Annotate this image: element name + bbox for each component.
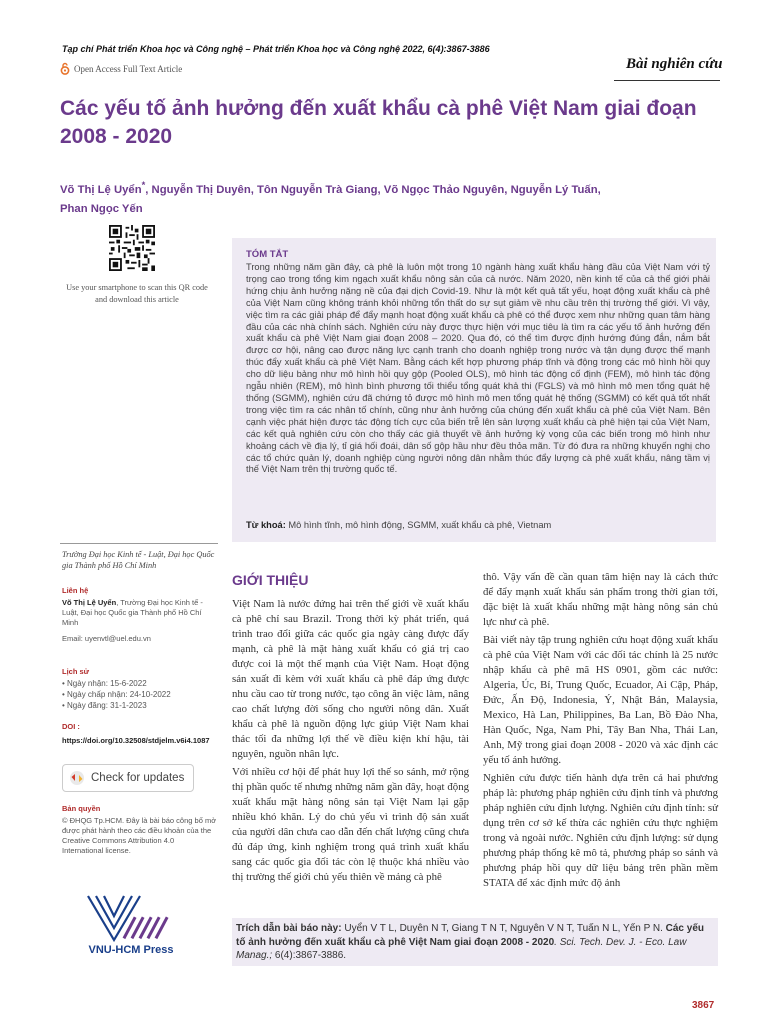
citation-authors: Uyển V T L, Duyên N T, Giang T N T, Nguyên V N T, Tuấn N L, Yến P N. bbox=[341, 923, 666, 934]
contact-details bbox=[62, 598, 217, 628]
citation-text bbox=[236, 922, 714, 963]
history-section bbox=[62, 667, 217, 711]
corresponding-author[interactable]: Võ Thị Lệ Uyển bbox=[60, 183, 142, 196]
citation-volume: 6(4):3867-3886. bbox=[272, 950, 347, 961]
paragraph: Bài viết này tập trung nghiên cứu hoạt động xuất khẩu cà phê của Việt Nam với các đối tác chính là 25 nước nhập khẩu cà phê mã HS 0901, gồm các nước: Algeria, Úc, Bỉ, Trung Quốc, Ecuador, Ai Cập, Pháp, Đức, Ấn Độ, Indonesia, Ý, Nhật Bản, Malaysia, Mexico, Hà Lan, Philippines, Ba Lan, Bồ Đào Nha, Hàn Quốc, Nga, Nam Phi, Tây Ban Nha, Thái Lan, Anh, Mỹ trong giai đoạn 2008 - 2020 và xác định các yếu tố ảnh hưởng. bbox=[483, 634, 718, 766]
author-affiliation: Trường Đại học Kinh tế - Luật, Đại học Quốc gia Thành phố Hồ Chí Minh bbox=[62, 550, 215, 570]
last-author: Phan Ngọc Yến bbox=[60, 202, 143, 215]
corresponding-mark: * bbox=[141, 179, 146, 190]
author-list bbox=[60, 175, 700, 219]
copyright-heading: Bản quyền bbox=[62, 804, 101, 813]
doi-link[interactable]: https://doi.org/10.32508/stdjelm.v6i4.1087 bbox=[62, 736, 210, 745]
keywords-list: Mô hình tĩnh, mô hình động, SGMM, xuất khẩu cà phê, Vietnam bbox=[288, 520, 552, 530]
contact-affiliation: , Trường Đại học Kinh tế - Luật, Đại học Quốc gia Thành phố Hồ Chí Minh bbox=[62, 598, 203, 627]
citation-journal: . Sci. Tech. Dev. J. - Eco. Law Manag.; bbox=[236, 936, 687, 961]
abstract-body: Trong những năm gần đây, cà phê là luôn một trong 10 ngành hàng xuất khẩu hàng đầu của Việt Nam với tỷ trọng cao trong tổng kim ngạch xuất khẩu nông sản của cả nước. Năm 2020, nền kinh tế của cả thế giới phải hứng chịu ảnh hưởng nặng nề của đại dịch Covid-19. Như là một kết quả tất yếu, hoạt động xuất khẩu cà phê của Việt Nam cũng không tránh khỏi những tổn thất do sự sụt giảm về nhu cầu trên thị trường thế giới. Vì vậy, việc tìm ra các giải pháp để đẩy mạnh hoạt động xuất khẩu cà phê có thể được xem như những quan tâm hàng đầu của các nhà chính sách. Nghiên cứu này được thực hiện với mục tiêu là tìm ra các yếu tố ảnh hưởng đến xuất khẩu cà phê Việt Nam giai đoạn 2008 – 2020. Qua đó, có thể tìm được định hướng đúng đắn, nắm bắt được cơ hội, nâng cao được năng lực cạnh tranh cho doanh nghiệp trong nước và tận dụng được thế mạnh thúc đẩy xuất khẩu cà phê Việt Nam. Bằng cách kết hợp phương pháp tĩnh và động trong các mô hình hồi quy cho dữ liệu bảng như mô hình hồi quy gộp (Pooled OLS), mô hình tác động cố định (FEM), mô hình tác động ngẫu nhiên (REM), mô hình bình phương tối thiểu tổng quát khả thi (FGLS) và mô hình mô men tổng quát hệ thống (SGMM), nghiên cứu đã chứng tỏ được mô hình mô men tổng quát hệ thống (SGMM) có kết quả tốt nhất trong việc tìm ra các nhân tố chính, cũng như ảnh hưởng của chúng đến xuất khẩu cà phê của Việt Nam. Bên cạnh việc phát hiện được tác động tích cực của biến trễ lên sản lượng xuất khẩu cà phê hiện tại của Việt Nam, các kết quả nghiên cứu còn cho thấy các giả thuyết về ảnh hưởng kỳ vọng của các biến trong mô hình như khoảng cách về địa lý, tỉ giá hối đoái, dân số gộp hầu như đều thỏa mãn. Từ đó đưa ra những khuyến nghị cho các tổ chức quản lý, doanh nghiệp cùng người nông dân nhằm thúc đẩy lượng cà phê xuất khẩu, nâng tầm vị thế Việt Nam trên thị trường quốc tế. bbox=[246, 262, 710, 475]
copyright-section bbox=[62, 804, 217, 856]
journal-citation-line: Tạp chí Phát triển Khoa học và Công nghệ – Phát triển Khoa học và Công nghệ 2022, 6(4):3867-3886 bbox=[62, 44, 490, 54]
open-access-badge bbox=[60, 62, 182, 75]
date-published: • Ngày đăng: 31-1-2023 bbox=[62, 700, 217, 711]
citation-label: Trích dẫn bài báo này: bbox=[236, 923, 342, 934]
date-received: • Ngày nhận: 15-6-2022 bbox=[62, 678, 217, 689]
history-heading: Lịch sử bbox=[62, 667, 90, 676]
doi-section bbox=[62, 722, 222, 745]
open-access-icon bbox=[60, 62, 70, 75]
abstract-heading: TÓM TẮT bbox=[246, 249, 289, 260]
body-column-right bbox=[483, 570, 718, 894]
page-number: 3867 bbox=[692, 1000, 715, 1011]
contact-name: Võ Thị Lệ Uyển bbox=[62, 598, 117, 607]
article-type-rule bbox=[614, 80, 720, 81]
qr-code-icon[interactable] bbox=[109, 225, 155, 271]
check-updates-icon bbox=[69, 770, 85, 786]
paragraph: Với nhiều cơ hội để phát huy lợi thế so sánh, mở rộng thị phần quốc tế nhưng những năm gần đây, hoạt động xuất khẩu mặt hàng nông sản tại Việt Nam lại gặp nhiều khó khăn. Lý do chủ yếu vì trình độ sản xuất của người dân chưa cao dẫn đến chất lượng cũng chưa đủ đáp ứng, kinh nghiệm trong quá trình xuất khẩu sang các quốc gia đối tác còn lệ thuộc khá nhiều vào thị trường thế giới chủ yếu thiên về mảng cà phê bbox=[232, 766, 469, 883]
qr-caption: Use your smartphone to scan this QR code and download this article bbox=[66, 283, 208, 304]
paragraph: thô. Vậy vấn đề cần quan tâm hiện nay là cách thức để đẩy mạnh xuất khẩu sản phẩm trong thời gian tới, đặc biệt là xuất khẩu những mặt hàng nông sản chủ lực như cà phê. bbox=[483, 571, 718, 628]
press-name: VNU-HCM Press bbox=[88, 944, 174, 956]
contact-heading: Liên hệ bbox=[62, 586, 89, 595]
open-access-label: Open Access Full Text Article bbox=[74, 63, 183, 74]
paragraph: Việt Nam là nước đứng hai trên thế giới về xuất khẩu cà phê chỉ sau Brazil. Trong thời kỳ phát triển, quá trình trao đổi giữa các quốc gia ngày càng được đẩy mạnh, cà phê là mặt hàng xuất khẩu có giá trị cao được coi là một thế mạnh của Việt Nam. Hoạt động sản xuất đi kèm với xuất khẩu cà phê đáp ứng được nhu cầu cao từ trong nước, tạo công ăn việc làm, nâng cao chất lượng đời sống cho người nông dân. Xuất khẩu cà phê là nguồn động lực giúp Việt Nam khai thác tối đa những lợi thế về điều kiện khí hậu, tài nguyên, nguồn nhân lực. bbox=[232, 598, 469, 760]
citation-title: Các yếu tố ảnh hưởng đến xuất khẩu cà phê Việt Nam giai đoạn 2008 - 2020 bbox=[236, 923, 704, 948]
keywords bbox=[246, 520, 710, 530]
body-column-left bbox=[232, 597, 469, 888]
contact-section bbox=[62, 586, 217, 644]
article-title: Các yếu tố ảnh hưởng đến xuất khẩu cà phê Việt Nam giai đoạn 2008 - 2020 bbox=[60, 97, 697, 148]
date-accepted: • Ngày chấp nhận: 24-10-2022 bbox=[62, 689, 217, 700]
section-heading-introduction: GIỚI THIỆU bbox=[232, 572, 309, 588]
copyright-text: © ĐHQG Tp.HCM. Đây là bài báo công bố mở được phát hành theo các điều khoản của the Creative Commons Attribution 4.0 International license. bbox=[62, 816, 217, 855]
keywords-label: Từ khoá: bbox=[246, 520, 286, 530]
contact-email[interactable]: Email: uyenvtl@uel.edu.vn bbox=[62, 634, 151, 643]
doi-heading: DOI : bbox=[62, 722, 80, 731]
date-list bbox=[62, 678, 217, 711]
article-type: Bài nghiên cứu bbox=[626, 56, 723, 72]
sidebar-divider bbox=[60, 543, 218, 544]
paragraph: Nghiên cứu được tiến hành dựa trên cả hai phương pháp là: phương pháp nghiên cứu định tính và phương pháp nghiên cứu định lượng. Nghiên cứu định tính: sử dụng trên cơ sở kế thừa các nghiên cứu thực nghiệm trong và ngoài nước. Nghiên cứu định lượng: sử dụng phương pháp thống kê mô tả, phương pháp so sánh và phương pháp hồi quy dữ liệu bảng trên phần mềm STATA để xác định mức độ ảnh bbox=[483, 772, 718, 889]
check-updates-label: Check for updates bbox=[91, 772, 185, 784]
check-for-updates-button[interactable] bbox=[62, 764, 194, 792]
co-authors: , Nguyễn Thị Duyên, Tôn Nguyễn Trà Giang, Võ Ngọc Thảo Nguyên, Nguyễn Lý Tuấn, bbox=[145, 183, 601, 196]
